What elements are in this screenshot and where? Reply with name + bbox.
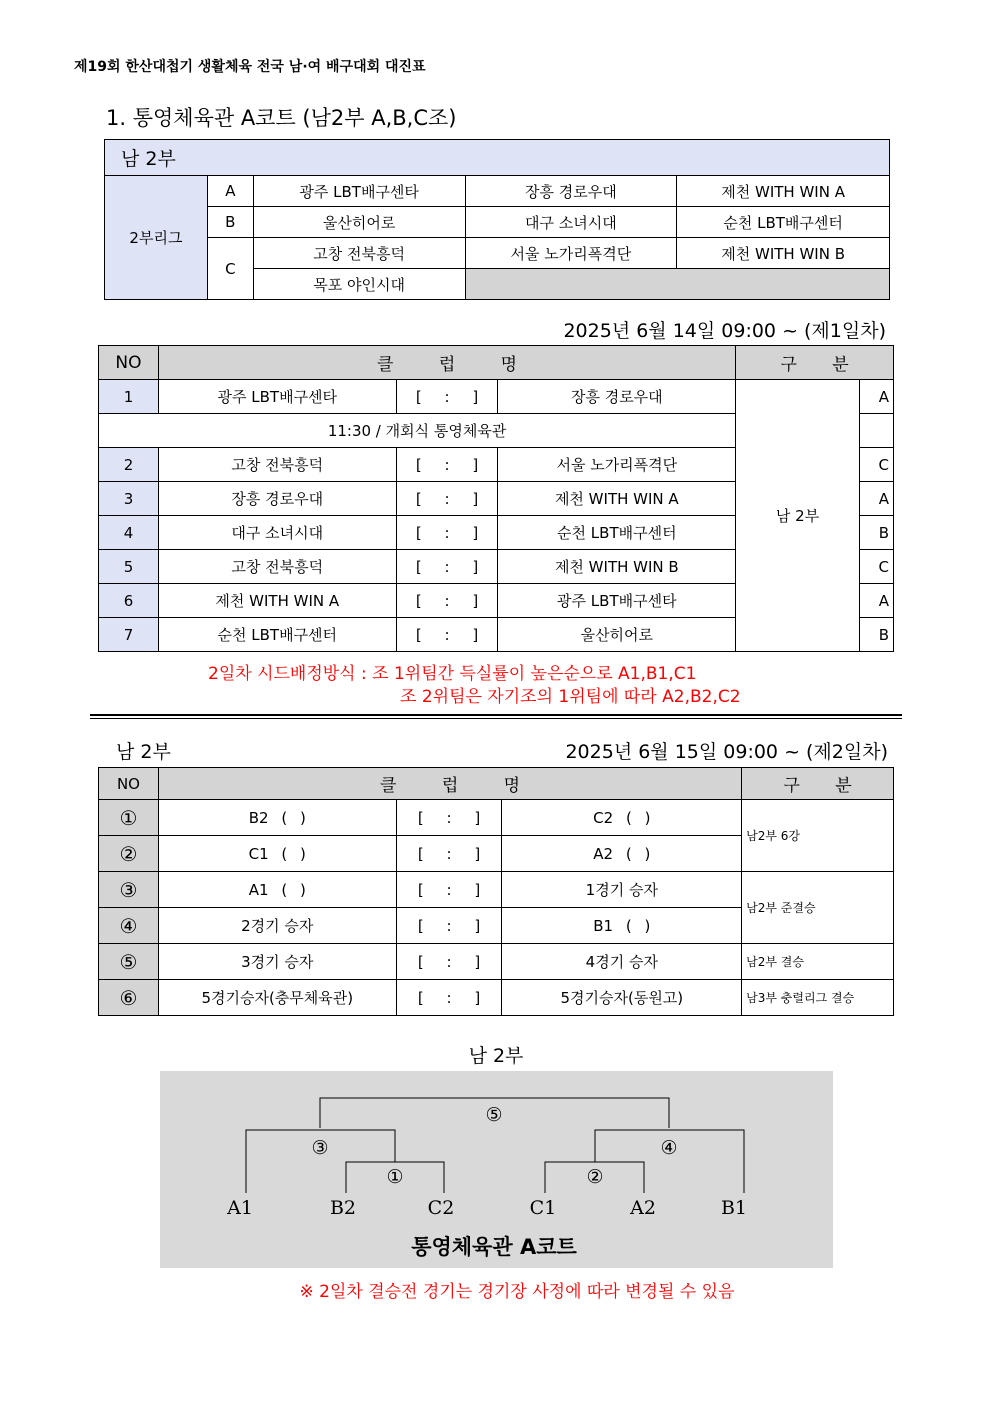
day2-date: 2025년 6월 15일 09:00 ~ (제2일차) [565,741,888,763]
document-title: 제19회 한산대첩기 생활체육 전국 남·여 배구대회 대진표 [74,59,426,75]
team-cell: 고창 전북흥덕 [253,238,465,269]
home-team: 고창 전북흥덕 [158,448,396,482]
round-label: 남3부 충렬리그 결승 [742,980,894,1016]
match-no: ② [99,836,159,872]
home-team: 5경기승자(충무체육관) [158,980,396,1016]
home-team: 장흥 경로우대 [158,482,396,516]
seed-note-2: 조 2위팀은 자기조의 1위팀에 따라 A2,B2,C2 [400,687,741,707]
group-cell: C [859,448,893,482]
group-cell: A [859,482,893,516]
team-a1: A1 [227,1197,253,1219]
home-team: 3경기 승자 [158,944,396,980]
home-team: 2경기 승자 [158,908,396,944]
division-label: 남 2부 [736,380,860,652]
away-team: 장흥 경로우대 [498,380,736,414]
bracket-diagram [160,1071,833,1268]
round-label: 남2부 결승 [742,944,894,980]
league-label: 2부리그 [105,176,208,300]
away-team: 5경기승자(동원고) [502,980,742,1016]
score-cell[interactable]: [ : ] [396,980,502,1016]
team-b2: B2 [329,1197,357,1219]
match-no: ⑤ [99,944,159,980]
away-team: 4경기 승자 [502,944,742,980]
game-4-label: ④ [660,1137,678,1159]
divider [90,714,902,716]
away-team: 울산히어로 [498,618,736,652]
match-no: ⑥ [99,980,159,1016]
match-no: 1 [99,380,159,414]
day1-date: 2025년 6월 14일 09:00 ~ (제1일차) [563,320,886,342]
match-no: ④ [99,908,159,944]
header-club: 클 럽 명 [158,346,735,380]
day1-schedule-table [98,345,894,652]
team-cell: 대구 소녀시대 [465,207,677,238]
team-c2: C2 [427,1197,455,1219]
team-cell: 장흥 경로우대 [465,176,677,207]
group-cell: A [859,584,893,618]
empty-cell [465,269,889,300]
game-5-label: ⑤ [485,1104,503,1126]
team-cell: 서울 노가리폭격단 [465,238,677,269]
team-cell: 울산히어로 [253,207,465,238]
round-label: 남2부 준결승 [742,872,894,944]
score-cell[interactable]: [ : ] [396,448,498,482]
match-no: 5 [99,550,159,584]
match-no: 2 [99,448,159,482]
score-cell[interactable]: [ : ] [396,872,502,908]
home-team: A1 ( ) [158,872,396,908]
team-b1: B1 [720,1197,748,1219]
score-cell[interactable]: [ : ] [396,550,498,584]
day2-division: 남 2부 [116,741,171,763]
header-division: 구 분 [742,768,894,800]
section-title: 1. 통영체육관 A코트 (남2부 A,B,C조) [106,106,457,130]
home-team: 제천 WITH WIN A [158,584,396,618]
away-team: 광주 LBT배구센타 [498,584,736,618]
group-cell: C [859,550,893,584]
header-division: 구 분 [736,346,894,380]
team-cell: 광주 LBT배구센타 [253,176,465,207]
away-team: 서울 노가리폭격단 [498,448,736,482]
home-team: C1 ( ) [158,836,396,872]
match-no: 3 [99,482,159,516]
game-3-label: ③ [311,1137,329,1159]
match-no: 7 [99,618,159,652]
game-2-label: ② [586,1166,604,1188]
group-name: C [207,238,253,300]
home-team: 순천 LBT배구센터 [158,618,396,652]
header-no: NO [99,346,159,380]
divider [90,718,902,719]
header-club: 클 럽 명 [158,768,741,800]
seed-note-1: 2일차 시드배정방식 : 조 1위팀간 득실률이 높은순으로 A1,B1,C1 [208,664,697,684]
away-team: 제천 WITH WIN B [498,550,736,584]
score-cell[interactable]: [ : ] [396,584,498,618]
group-name: B [207,207,253,238]
score-cell[interactable]: [ : ] [396,618,498,652]
away-team: 제천 WITH WIN A [498,482,736,516]
score-cell[interactable]: [ : ] [396,800,502,836]
game-1-label: ① [386,1166,404,1188]
group-name: A [207,176,253,207]
match-no: 6 [99,584,159,618]
league-table [104,139,890,300]
bracket-title: 남 2부 [468,1045,524,1067]
match-no: 4 [99,516,159,550]
away-team: 1경기 승자 [502,872,742,908]
ceremony-row: 11:30 / 개회식 통영체육관 [99,414,736,448]
away-team: 순천 LBT배구센터 [498,516,736,550]
round-label: 남2부 6강 [742,800,894,872]
match-no: ③ [99,872,159,908]
score-cell[interactable]: [ : ] [396,482,498,516]
league-header: 남 2부 [105,140,890,176]
home-team: 고창 전북흥덕 [158,550,396,584]
team-cell: 순천 LBT배구센터 [677,207,890,238]
away-team: A2 ( ) [502,836,742,872]
group-cell: B [859,618,893,652]
group-cell: A [859,380,893,414]
footnote: ※ 2일차 결승전 경기는 경기장 사정에 따라 변경될 수 있음 [299,1282,735,1302]
score-cell[interactable]: [ : ] [396,908,502,944]
team-cell: 목포 야인시대 [253,269,465,300]
score-cell[interactable]: [ : ] [396,944,502,980]
home-team: 대구 소녀시대 [158,516,396,550]
day2-schedule-table [98,767,894,1016]
bracket-lines [160,1071,833,1268]
team-c1: C1 [529,1197,557,1219]
score-cell[interactable]: [ : ] [396,516,498,550]
away-team: C2 ( ) [502,800,742,836]
score-cell[interactable]: [ : ] [396,836,502,872]
match-no: ① [99,800,159,836]
group-cell: B [859,516,893,550]
venue-label: 통영체육관 A코트 [411,1235,577,1259]
header-no: NO [99,768,159,800]
team-cell: 제천 WITH WIN A [677,176,890,207]
team-a2: A2 [630,1197,656,1219]
home-team: 광주 LBT배구센타 [158,380,396,414]
team-cell: 제천 WITH WIN B [677,238,890,269]
away-team: B1 ( ) [502,908,742,944]
score-cell[interactable]: [ : ] [396,380,498,414]
home-team: B2 ( ) [158,800,396,836]
group-cell [859,414,893,448]
